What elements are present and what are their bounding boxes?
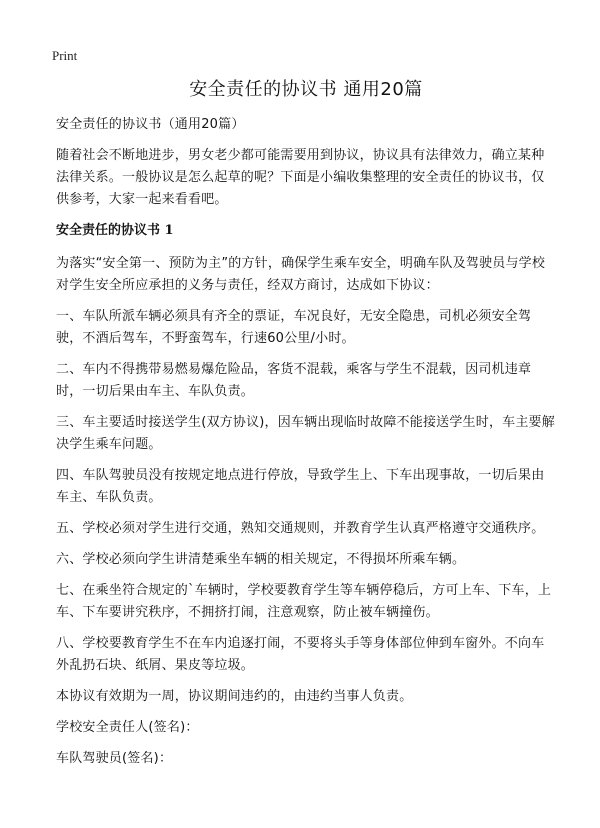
- signature-driver: 车队驾驶员(签名)：: [56, 751, 173, 766]
- paragraph-clause-4: 四、车队驾驶员没有按规定地点进行停放，导致学生上、下车出现事故，一切后果由车主、车队负责。: [56, 468, 545, 505]
- paragraph-clause-2: 二、车内不得携带易燃易爆危险品，客货不混载，乘客与学生不混载，因司机违章时，一切后果由车主、车队负责。: [56, 362, 532, 399]
- paragraph-clause-3: 三、车主要适时接送学生(双方协议)，因车辆出现临时故障不能接送学生时，车主要解决学生乘车问题。: [56, 415, 555, 452]
- document-body: [56, 76, 556, 779]
- document-subtitle: 安全责任的协议书（通用20篇）: [56, 117, 245, 132]
- paragraph-clause-7: 七、在乘坐符合规定的`车辆时，学校要教育学生等车辆停稳后，方可上车、下车，上车、下车要讲究秩序，不拥挤打闹，注意观察，防止被车辆撞伤。: [56, 583, 552, 620]
- intro-paragraph: 随着社会不断地进步，男女老少都可能需要用到协议，协议具有法律效力，确立某种法律关系。一般协议是怎么起草的呢？下面是小编收集整理的安全责任的协议书，仅供参考，大家一起来看看吧。: [56, 148, 545, 207]
- paragraph-clause-1: 一、车队所派车辆必须具有齐全的票证，车况良好，无安全隐患，司机必须安全驾驶，不酒后驾车，不野蛮驾车，行速60公里/小时。: [56, 309, 532, 346]
- paragraph-validity: 本协议有效期为一周，协议期间违约的，由违约当事人负责。: [56, 689, 413, 704]
- paragraph-clause-8: 八、学校要教育学生不在车内追逐打闹，不要将头手等身体部位伸到车窗外。不向车外乱扔石块、纸屑、果皮等垃圾。: [56, 636, 545, 673]
- section-heading: 安全责任的协议书 1: [56, 223, 174, 238]
- paragraph-clause-6: 六、学校必须向学生讲清楚乘坐车辆的相关规定，不得损坏所乘车辆。: [56, 552, 466, 567]
- paragraph-clause-5: 五、学校必须对学生进行交通，熟知交通规则，并教育学生认真严格遵守交通秩序。: [56, 521, 545, 536]
- page-title: 安全责任的协议书 通用20篇: [189, 79, 423, 100]
- print-link[interactable]: Print: [52, 48, 78, 63]
- signature-school: 学校安全责任人(签名)：: [56, 720, 199, 735]
- paragraph-preamble: 为落实“安全第一、预防为主”的方针，确保学生乘车安全，明确车队及驾驶员与学校对学生安全所应承担的义务与责任，经双方商讨，达成如下协议：: [56, 256, 546, 293]
